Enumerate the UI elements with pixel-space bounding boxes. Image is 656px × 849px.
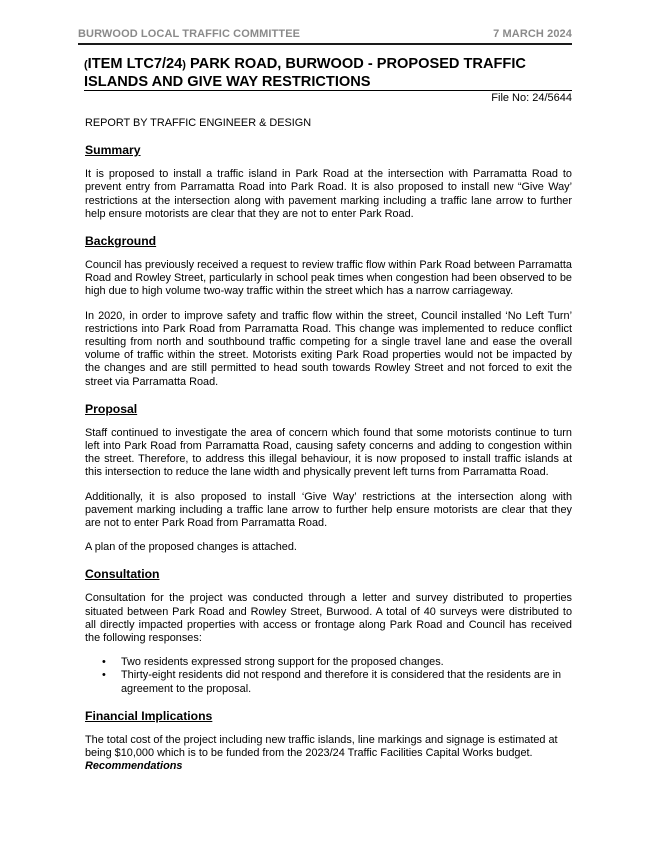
item-title [84,56,572,91]
financial-paragraph: The total cost of the project including new traffic islands, line markings and signage is estimated at being $10,000 which is to be funded from the 2023/24 Traffic Facilities Capital Works budget. [85,733,558,760]
proposal-paragraph-1: Staff continued to investigate the area of concern which found that some motorists continue to turn left into Park Road from Parramatta Road, causing safety concerns and adding to congestion within the street. Therefore, to address this illegal behaviour, it is now proposed to install traffic islands at this intersection to reduce the lane width and physically prevent left turns from Parramatta Road. [85,426,572,479]
consultation-heading: Consultation [85,567,160,582]
list-item-text: Two residents expressed strong support for the proposed changes. [121,656,444,669]
title-open-paren: ( [84,59,88,71]
running-header [78,28,572,40]
consultation-paragraph: Consultation for the project was conducted through a letter and survey distributed to properties situated between Park Road and Rowley Street, Burwood. A total of 40 surveys were distributed to all directly impacted properties with access or frontage along Park Road and Council has received the following responses: [85,592,572,645]
financial-heading: Financial Implications [85,708,213,723]
meeting-date: 7 MARCH 2024 [493,28,572,40]
title-close-paren: ) [182,59,186,71]
bullet-icon: • [102,656,106,669]
proposal-paragraph-2: Additionally, it is also proposed to install ‘Give Way’ restrictions at the intersection along with pavement marking including a traffic lane arrow to further help ensure motorists are clear that they are not to enter Park Road from Parramatta Road. [85,490,572,530]
summary-heading: Summary [85,143,141,158]
bullet-icon: • [102,669,106,682]
background-heading: Background [85,234,157,249]
list-item-text: Thirty-eight residents did not respond and therefore it is considered that the residents are in agreement to the proposal. [121,669,562,695]
title-rule [84,90,572,91]
committee-name: BURWOOD LOCAL TRAFFIC COMMITTEE [78,28,301,40]
recommendations-heading: Recommendations [85,760,183,773]
file-number: File No: 24/5644 [491,92,572,104]
consultation-responses-list [85,656,572,696]
item-title-text: PARK ROAD, BURWOOD - PROPOSED TRAFFIC ISLANDS AND GIVE WAY RESTRICTIONS [84,56,526,90]
proposal-paragraph-3: A plan of the proposed changes is attached. [85,541,297,554]
report-body [85,117,572,774]
list-item [85,669,572,695]
report-author-line: REPORT BY TRAFFIC ENGINEER & DESIGN [85,117,312,129]
list-item [85,656,572,669]
proposal-heading: Proposal [85,401,138,416]
header-rule [78,43,572,45]
item-number: ITEM LTC7/24 [87,56,183,72]
background-paragraph-1: Council has previously received a request to review traffic flow within Park Road between Parramatta Road and Rowley Street, particularly in school peak times when congestion had been observed to be high due to high volume two-way traffic within the street which has a narrow carriageway. [85,259,572,298]
summary-paragraph: It is proposed to install a traffic island in Park Road at the intersection with Parramatta Road to prevent entry from Parramatta Road into Park Road. It is also proposed to install new “Give Way’ restrictions at the intersection along with pavement marking including a traffic lane arrow to further help ensure motorists are clear that they are not to enter Park Road. [85,168,572,220]
background-paragraph-2: In 2020, in order to improve safety and traffic flow within the street, Council installed ‘No Left Turn’ restrictions into Park Road from Parramatta Road. This change was implemented to reduce conflict resulting from north and southbound traffic competing for a single travel lane and ease the overall volume of traffic within the street. Motorists exiting Park Road properties would not be impacted by the changes and are still permitted to head south towards Rowley Street and not forced to exit the street via Parramatta Road. [85,309,572,388]
